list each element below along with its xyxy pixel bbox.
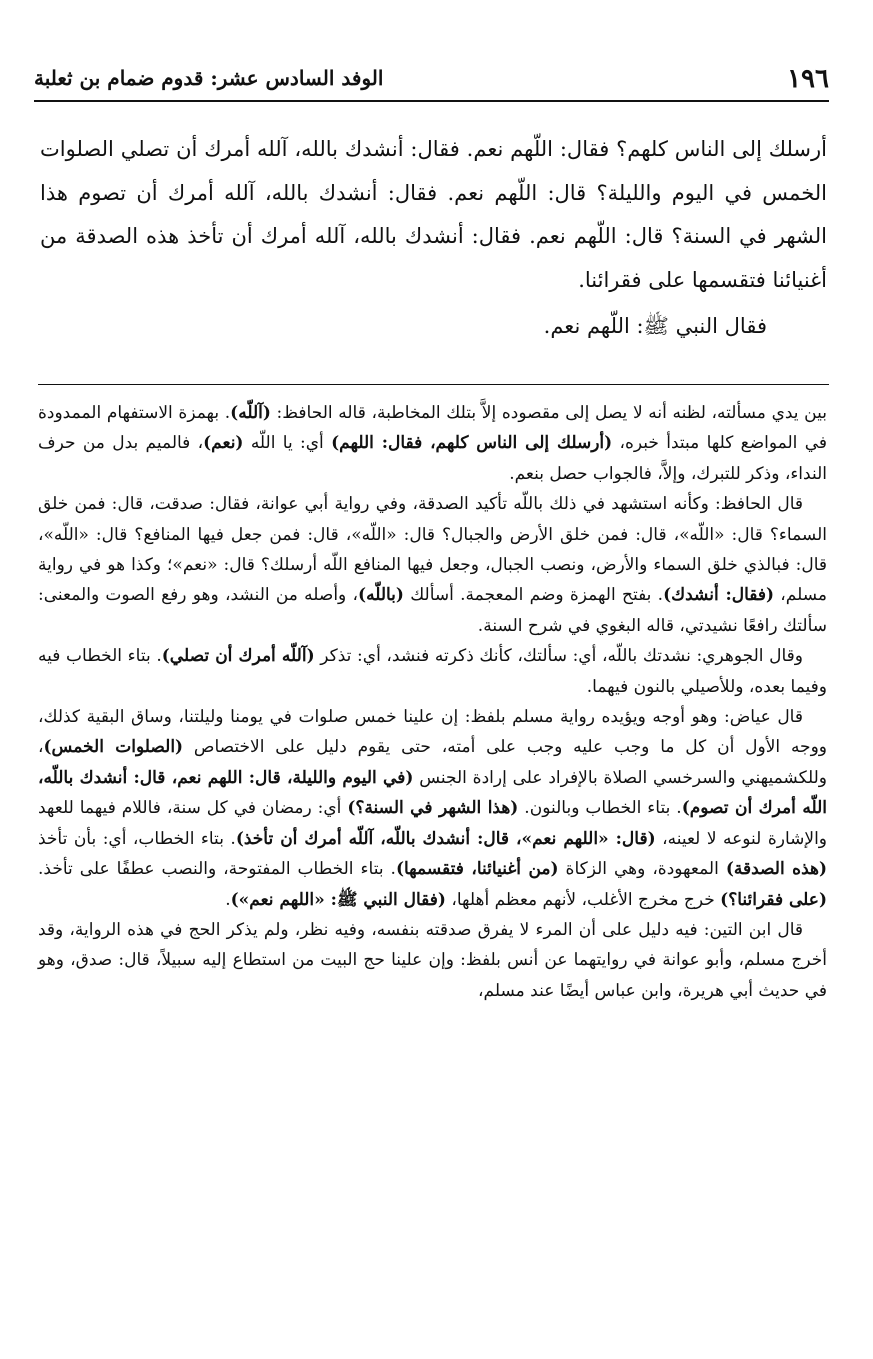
- commentary-segment: . بتاء الخطاب، أي: بأن تأخذ: [38, 828, 236, 849]
- commentary-segment: خرج مخرج الأغلب، لأنهم معظم أهلها،: [445, 889, 721, 910]
- page-number: ١٩٦: [787, 64, 829, 94]
- commentary-paragraph: [38, 915, 827, 1006]
- commentary-quote: (قال: «اللهم نعم»، قال: أنشدك باللّه، آللّه أمرك أن تأخذ): [235, 828, 656, 849]
- commentary-segment: ، وللكشميهني والسرخسي الصلاة بالإفراد على إرادة الجنس: [38, 737, 827, 788]
- commentary-segment: أي: يا اللّه: [243, 433, 332, 454]
- hadith-conclusion: فقال النبي ﷺ: اللّهم نعم.: [543, 314, 767, 338]
- commentary-paragraph: [38, 702, 827, 915]
- hadith-paragraph: أرسلك إلى الناس كلهم؟ فقال: اللّهم نعم. فقال: أنشدك بالله، آلله أمرك أن تصلي الصلوات الخمس في اليوم والليلة؟ قال: اللّهم نعم. فقال: أنشدك بالله، آلله أمرك أن تصوم هذا الشهر في السنة؟ قال: اللّهم نعم. فقال: أنشدك بالله، آلله أمرك أن تأخذ هذه الصدقة من أغنيائنا فتقسمها على فقرائنا.: [40, 137, 827, 292]
- commentary-segment: .: [225, 889, 231, 910]
- commentary-quote: (الصلوات الخمس): [43, 737, 184, 758]
- commentary-quote: (هذا الشهر في السنة؟): [347, 798, 519, 819]
- footnote-separator: [38, 384, 829, 385]
- commentary-quote: (أرسلك إلى الناس كلهم، فقال: اللهم): [331, 433, 613, 454]
- commentary-quote: (باللّه): [358, 585, 404, 606]
- commentary-paragraph: [38, 489, 827, 641]
- commentary-segment: . بفتح الهمزة وضم المعجمة. أسألك: [403, 585, 664, 606]
- running-header: [34, 52, 829, 102]
- main-text: [40, 128, 827, 350]
- commentary-segment: وقال الجوهري: نشدتك باللّه، أي: سألتك، كأنك ذكرته فنشد، أي: تذكر: [314, 646, 803, 667]
- commentary-segment: قال ابن التين: فيه دليل على أن المرء لا يفرق صدقته بنفسه، وفيه نظر، ولم يذكر الحج في هذه الرواية، وقد أخرج مسلم، وأبو عوانة في روايتهما عن أنس بلفظ: وإن علينا حج البيت من استطاع إليه سبيلاً، قال: صدق، وهو في حديث أبي هريرة، وابن عباس أيضًا عند مسلم،: [38, 919, 827, 1001]
- commentary-paragraph: [38, 398, 827, 489]
- commentary-quote: (في اليوم والليلة، قال: اللهم نعم، قال: أنشدك باللّه، اللّه أمرك أن تصوم): [38, 767, 827, 819]
- commentary-quote: (آللّه أمرك أن تصلي): [161, 646, 315, 667]
- commentary-segment: ، فالميم بدل من حرف النداء، وذكر للتبرك، وإلاَّ، فالجواب حصل بنعم.: [38, 433, 827, 484]
- commentary-segment: المعهودة، وهي الزكاة: [558, 859, 726, 880]
- commentary-segment: . بهمزة الاستفهام الممدودة في المواضع كلها مبتدأ خبره،: [38, 403, 827, 454]
- commentary-quote: (نعم): [203, 433, 244, 454]
- commentary-segment: أي: رمضان في كل سنة، فاللام فيهما للعهد والإشارة لنوعه لا لعينه،: [38, 798, 827, 849]
- commentary-quote: (هذه الصدقة): [725, 859, 828, 880]
- commentary-segment: . بتاء الخطاب المفتوحة، والنصب عطفًا على تأخذ.: [38, 859, 396, 880]
- commentary-segment: . بتاء الخطاب وبالنون.: [518, 798, 682, 819]
- commentary-quote: (فقال النبي ﷺ: «اللهم نعم»): [230, 889, 446, 910]
- chapter-title: الوفد السادس عشر: قدوم ضمام بن ثعلبة: [34, 66, 384, 90]
- commentary-quote: (آللّه): [230, 403, 271, 423]
- commentary-paragraph: [38, 641, 827, 702]
- commentary-segment: ، وأصله من النشد، وهو رفع الصوت والمعنى: سألتك رافعًا نشيدتي، قاله البغوي في شرح السنة.: [38, 585, 827, 636]
- commentary-segment: بين يدي مسألته، لظنه أنه لا يصل إلى مقصوده إلاَّ بتلك المخاطبة، قاله الحافظ:: [270, 403, 827, 423]
- commentary-segment: . بتاء الخطاب فيه وفيما بعده، وللأصيلي بالنون فيهما.: [38, 646, 827, 697]
- commentary: [38, 398, 827, 1006]
- commentary-segment: قال الحافظ: وكأنه استشهد في ذلك باللّه تأكيد الصدقة، وفي رواية أبي عوانة، فقال: صدقت، قال: فمن خلق السماء؟ قال: «اللّه»، قال: فمن خلق الأرض والجبال؟ قال: «اللّه»، قال: فمن جعل فيها المنافع؟ قال: «اللّه»، قال: فبالذي خلق السماء والأرض، ونصب الجبال، وجعل فيها المنافع اللّه أرسلك؟ قال: «نعم»؛ وكذا هو في رواية مسلم،: [38, 494, 827, 606]
- commentary-segment: قال عياض: وهو أوجه ويؤيده رواية مسلم بلفظ: إن علينا خمس صلوات في يومنا وليلتنا، وساق البقية كذلك، ووجه الأول أن كل ما وجب عليه وجب على أمته، حتى يقوم دليل على الاختصاص: [38, 707, 827, 758]
- commentary-quote: (فقال: أنشدك): [663, 585, 775, 606]
- commentary-quote: (من أغنيائنا، فتقسمها): [395, 859, 559, 880]
- commentary-quote: (على فقرائنا؟): [720, 889, 827, 910]
